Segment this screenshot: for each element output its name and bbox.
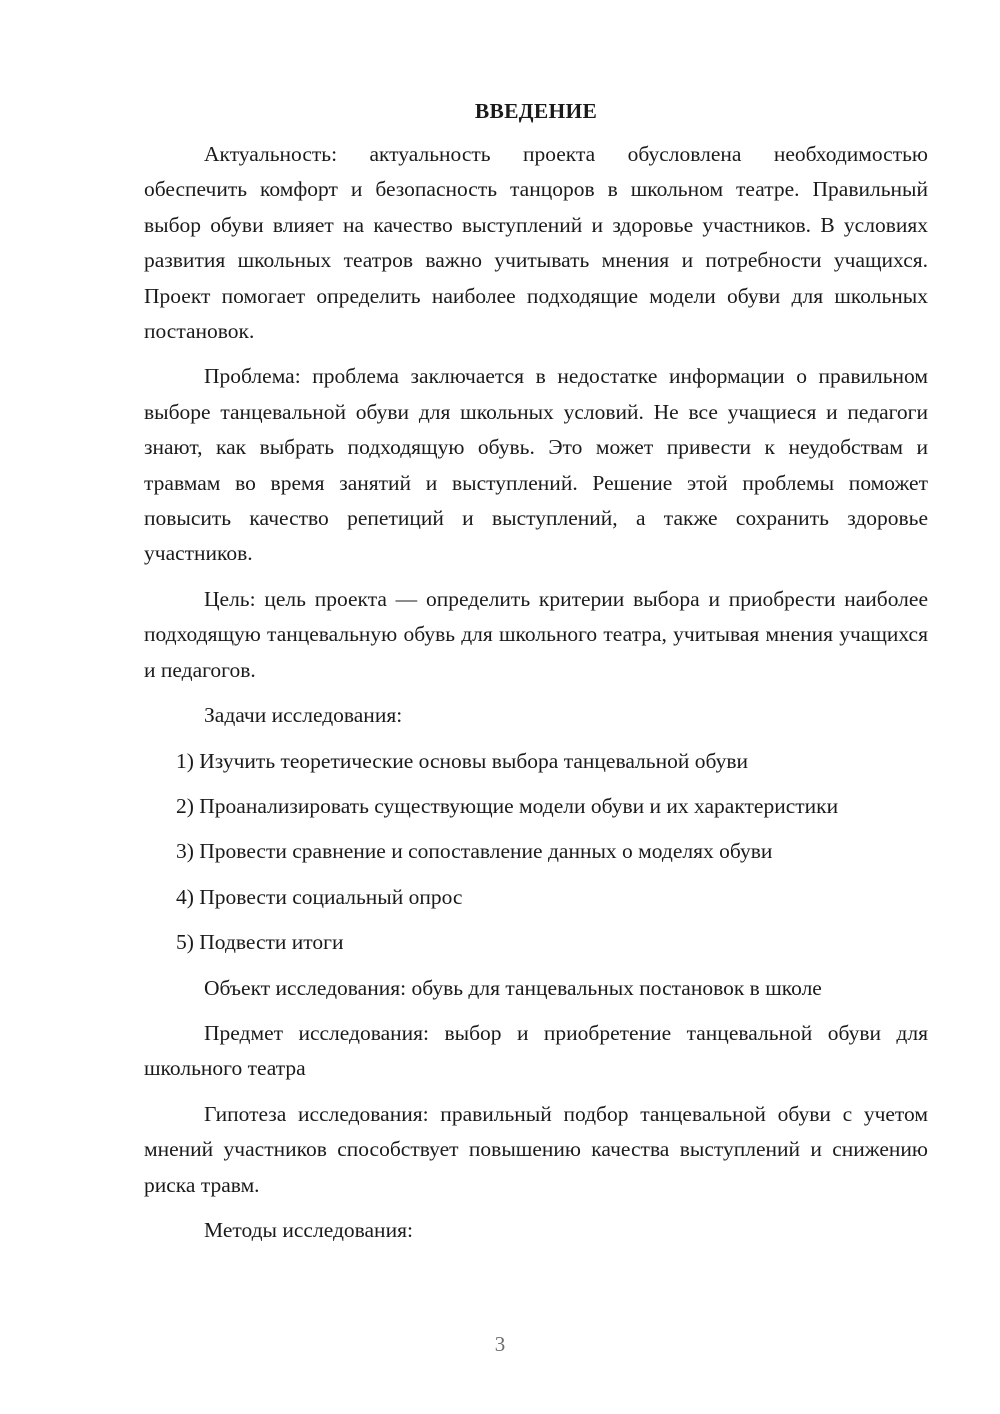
tasks-heading: Задачи исследования: [204,703,403,728]
methods-heading: Методы исследования: [204,1217,413,1242]
page-number: 3 [494,1332,506,1356]
task-item-2: 2) Проанализировать существующие модели обуви и их характеристики [176,793,839,818]
page-content [144,94,928,1258]
paragraph-problem: Проблема: проблема заключается в недостатке информации о правильном выборе танцевальной обуви для школьных условий. Не все учащиеся и педагоги знают, как выбрать подходящую обувь. Это может привести к неудобствам и травмам во время занятий и выступлений. Решение этой проблемы поможет повысить качество репетиций и выступлений, а также сохранить здоровье участников. [144,364,928,566]
paragraph-subject: Предмет исследования: выбор и приобретение танцевальной обуви для школьного театра [144,1020,928,1081]
paragraph-relevance: Актуальность: актуальность проекта обусловлена необходимостью обеспечить комфорт и безопасность танцоров в школьном театре. Правильный выбор обуви влияет на качество выступлений и здоровье участников. В условиях развития школьных театров важно учитывать мнения и потребности учащихся. Проект помогает определить наиболее подходящие модели обуви для школьных постановок. [144,142,928,344]
task-item-5: 5) Подвести итоги [176,930,344,955]
page-title: ВВЕДЕНИЕ [474,99,598,123]
paragraph-goal: Цель: цель проекта — определить критерии выбора и приобрести наиболее подходящую танцевальную обувь для школьного театра, учитывая мнения учащихся и педагогов. [144,586,928,682]
task-item-1: 1) Изучить теоретические основы выбора танцевальной обуви [176,748,748,773]
task-item-4: 4) Провести социальный опрос [176,884,463,909]
paragraph-hypothesis: Гипотеза исследования: правильный подбор танцевальной обуви с учетом мнений участников способствует повышению качества выступлений и снижению риска травм. [144,1101,928,1197]
task-item-3: 3) Провести сравнение и сопоставление данных о моделях обуви [176,839,773,864]
paragraph-object: Объект исследования: обувь для танцевальных постановок в школе [204,975,822,1000]
